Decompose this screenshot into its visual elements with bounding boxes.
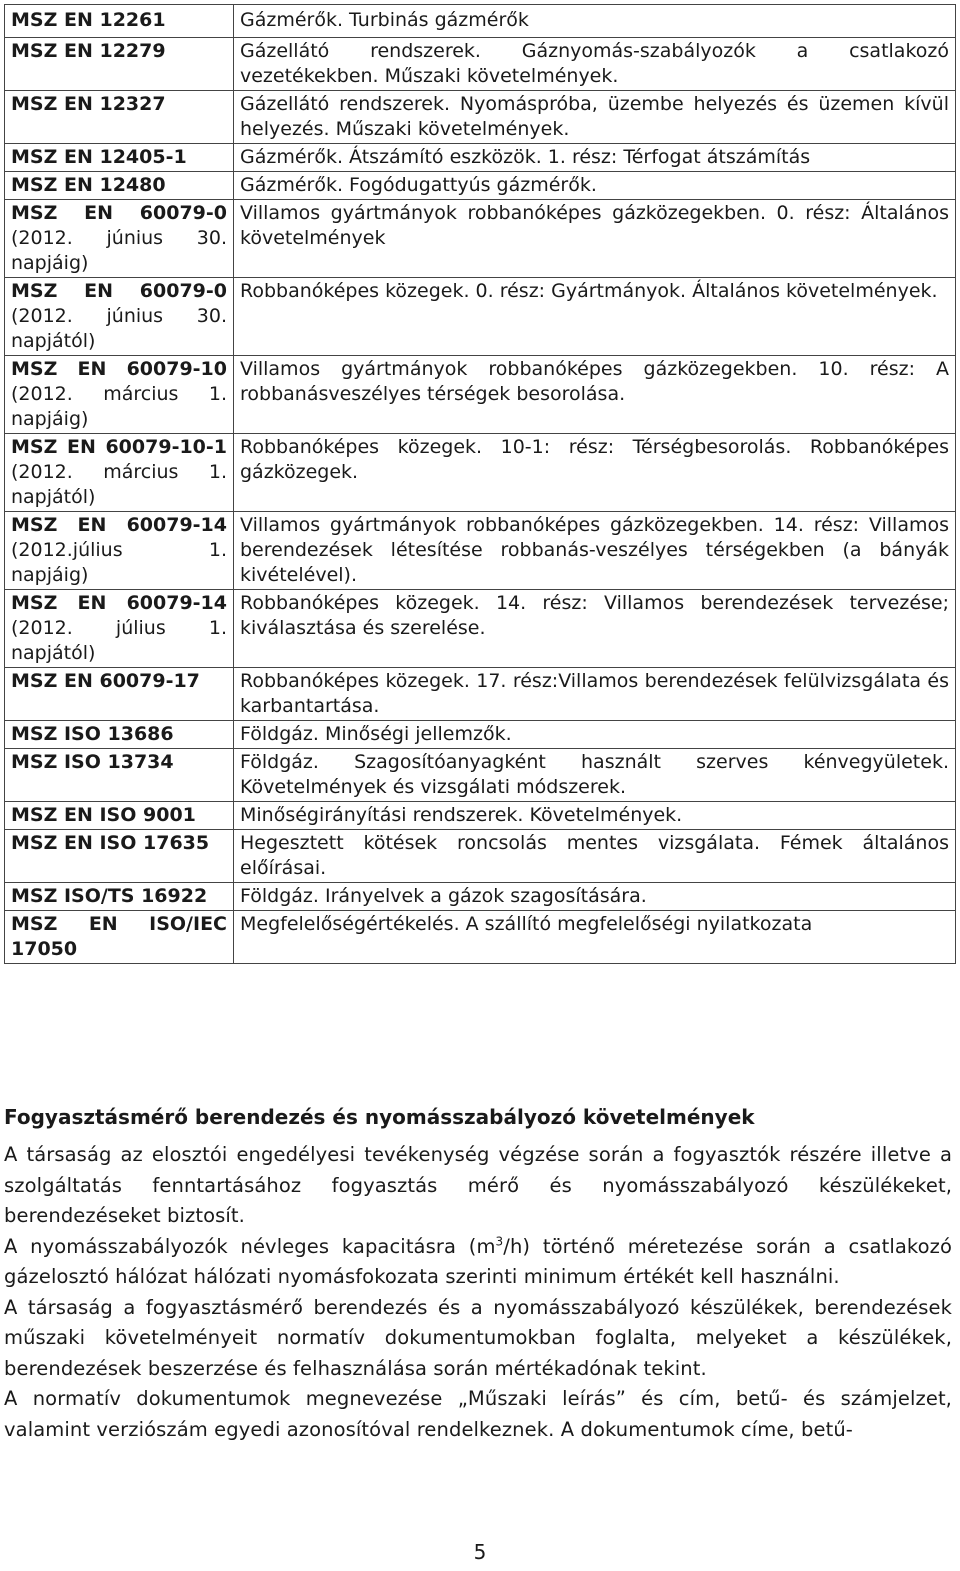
standard-title: Megfelelőségértékelés. A szállító megfelelőségi nyilatkozata <box>234 911 956 964</box>
table-row <box>5 830 956 883</box>
requirements-section <box>4 1104 952 1445</box>
standard-code: MSZ EN 60079-0 (2012. június 30. napjáig) <box>5 200 234 278</box>
validity-note: (2012. június 30. napjáig) <box>11 227 227 274</box>
standard-code: MSZ EN 60079-0 (2012. június 30. napjától) <box>5 278 234 356</box>
standard-title: Robbanóképes közegek. 0. rész: Gyártmányok. Általános követelmények. <box>234 278 956 356</box>
standard-title: Robbanóképes közegek. 14. rész: Villamos berendezések tervezése; kiválasztása és szerelése. <box>234 590 956 668</box>
standard-title: Gázellátó rendszerek. Nyomáspróba, üzembe helyezés és üzemen kívül helyezés. Műszaki követelmények. <box>234 91 956 144</box>
standard-title: Minőségirányítási rendszerek. Követelmények. <box>234 802 956 830</box>
standard-title: Robbanóképes közegek. 17. rész:Villamos berendezések felülvizsgálata és karbantartása. <box>234 668 956 721</box>
standard-code: MSZ EN 60079-14 (2012.július 1. napjáig) <box>5 512 234 590</box>
table-row <box>5 721 956 749</box>
standard-code: MSZ EN 60079-17 <box>5 668 234 721</box>
table-row <box>5 91 956 144</box>
standards-table <box>4 4 956 964</box>
standard-code: MSZ EN 12327 <box>5 91 234 144</box>
validity-note: (2012. március 1. napjától) <box>11 461 227 508</box>
table-row <box>5 668 956 721</box>
table-row <box>5 590 956 668</box>
standard-code: MSZ EN 12261 <box>5 5 234 38</box>
standard-code: MSZ EN 12405-1 <box>5 144 234 172</box>
standard-code: MSZ EN ISO/IEC 17050 <box>5 911 234 964</box>
paragraph-1: A társaság az elosztói engedélyesi tevékenység végzése során a fogyasztók részére illetve a szolgáltatás fenntartásához fogyasztás mérő és nyomásszabályozó készülékeket, berendezéseket biztosít. <box>4 1143 952 1227</box>
standard-title: Hegesztett kötések roncsolás mentes vizsgálata. Fémek általános előírásai. <box>234 830 956 883</box>
standard-title: Földgáz. Minőségi jellemzők. <box>234 721 956 749</box>
standard-code: MSZ EN 60079-10 (2012. március 1. napjáig) <box>5 356 234 434</box>
table-row <box>5 172 956 200</box>
standard-title: Villamos gyártmányok robbanóképes gázközegekben. 14. rész: Villamos berendezések létesítése robbanás-veszélyes térségekben (a bányák kivételével). <box>234 512 956 590</box>
validity-note: (2012. június 30. napjától) <box>11 305 227 352</box>
standard-title: Gázmérők. Fogódugattyús gázmérők. <box>234 172 956 200</box>
table-row <box>5 802 956 830</box>
standard-code: MSZ EN ISO 9001 <box>5 802 234 830</box>
validity-note: (2012.július 1. napjáig) <box>11 539 227 586</box>
section-heading: Fogyasztásmérő berendezés és nyomásszabályozó követelmények <box>4 1105 755 1129</box>
table-row <box>5 144 956 172</box>
standard-code: MSZ ISO/TS 16922 <box>5 883 234 911</box>
table-row <box>5 278 956 356</box>
standard-title: Földgáz. Szagosítóanyagként használt szerves kénvegyületek. Követelmények és vizsgálati módszerek. <box>234 749 956 802</box>
standard-code: MSZ ISO 13686 <box>5 721 234 749</box>
standard-title: Gázmérők. Turbinás gázmérők <box>234 5 956 38</box>
table-row <box>5 200 956 278</box>
standard-title: Villamos gyártmányok robbanóképes gázközegekben. 0. rész: Általános követelmények <box>234 200 956 278</box>
standard-code: MSZ EN 12480 <box>5 172 234 200</box>
page-number: 5 <box>473 1540 487 1564</box>
standard-code: MSZ EN ISO 17635 <box>5 830 234 883</box>
paragraph-2: A nyomásszabályozók névleges kapacitásra $(m^3/h)$ történő méretezése során a csatlakozó gázelosztó hálózat hálózati nyomásfokozata szerinti minimum értékét kell használni. <box>4 1234 952 1288</box>
standard-title: Robbanóképes közegek. 10-1: rész: Térségbesorolás. Robbanóképes gázközegek. <box>234 434 956 512</box>
standard-title: Földgáz. Irányelvek a gázok szagosítására. <box>234 883 956 911</box>
validity-note: (2012. március 1. napjáig) <box>11 383 227 430</box>
standard-code: MSZ EN 12279 <box>5 38 234 91</box>
table-row <box>5 38 956 91</box>
table-row <box>5 434 956 512</box>
standard-title: Gázellátó rendszerek. Gáznyomás-szabályozók a csatlakozó vezetékekben. Műszaki követelmények. <box>234 38 956 91</box>
standard-code: MSZ EN 60079-14 (2012. július 1. napjától) <box>5 590 234 668</box>
standard-code: MSZ ISO 13734 <box>5 749 234 802</box>
table-row <box>5 356 956 434</box>
table-row <box>5 512 956 590</box>
table-row <box>5 883 956 911</box>
validity-note: (2012. július 1. napjától) <box>11 617 227 664</box>
standard-title: Gázmérők. Átszámító eszközök. 1. rész: Térfogat átszámítás <box>234 144 956 172</box>
standard-title: Villamos gyártmányok robbanóképes gázközegekben. 10. rész: A robbanásveszélyes térségek besorolása. <box>234 356 956 434</box>
table-row <box>5 749 956 802</box>
table-row <box>5 911 956 964</box>
paragraph-3: A társaság a fogyasztásmérő berendezés és a nyomásszabályozó készülékek, berendezések műszaki követelményeit normatív dokumentumokban foglalta, melyeket a készülékek, berendezések beszerzése és felhasználása során mértékadónak tekint. <box>4 1295 952 1380</box>
standard-code: MSZ EN 60079-10-1 (2012. március 1. napjától) <box>5 434 234 512</box>
table-row <box>5 5 956 38</box>
paragraph-4: A normatív dokumentumok megnevezése „Műszaki leírás” és cím, betű- és számjelzet, valamint verziószám egyedi azonosítóval rendelkeznek. A dokumentumok címe, betű- <box>4 1387 952 1441</box>
